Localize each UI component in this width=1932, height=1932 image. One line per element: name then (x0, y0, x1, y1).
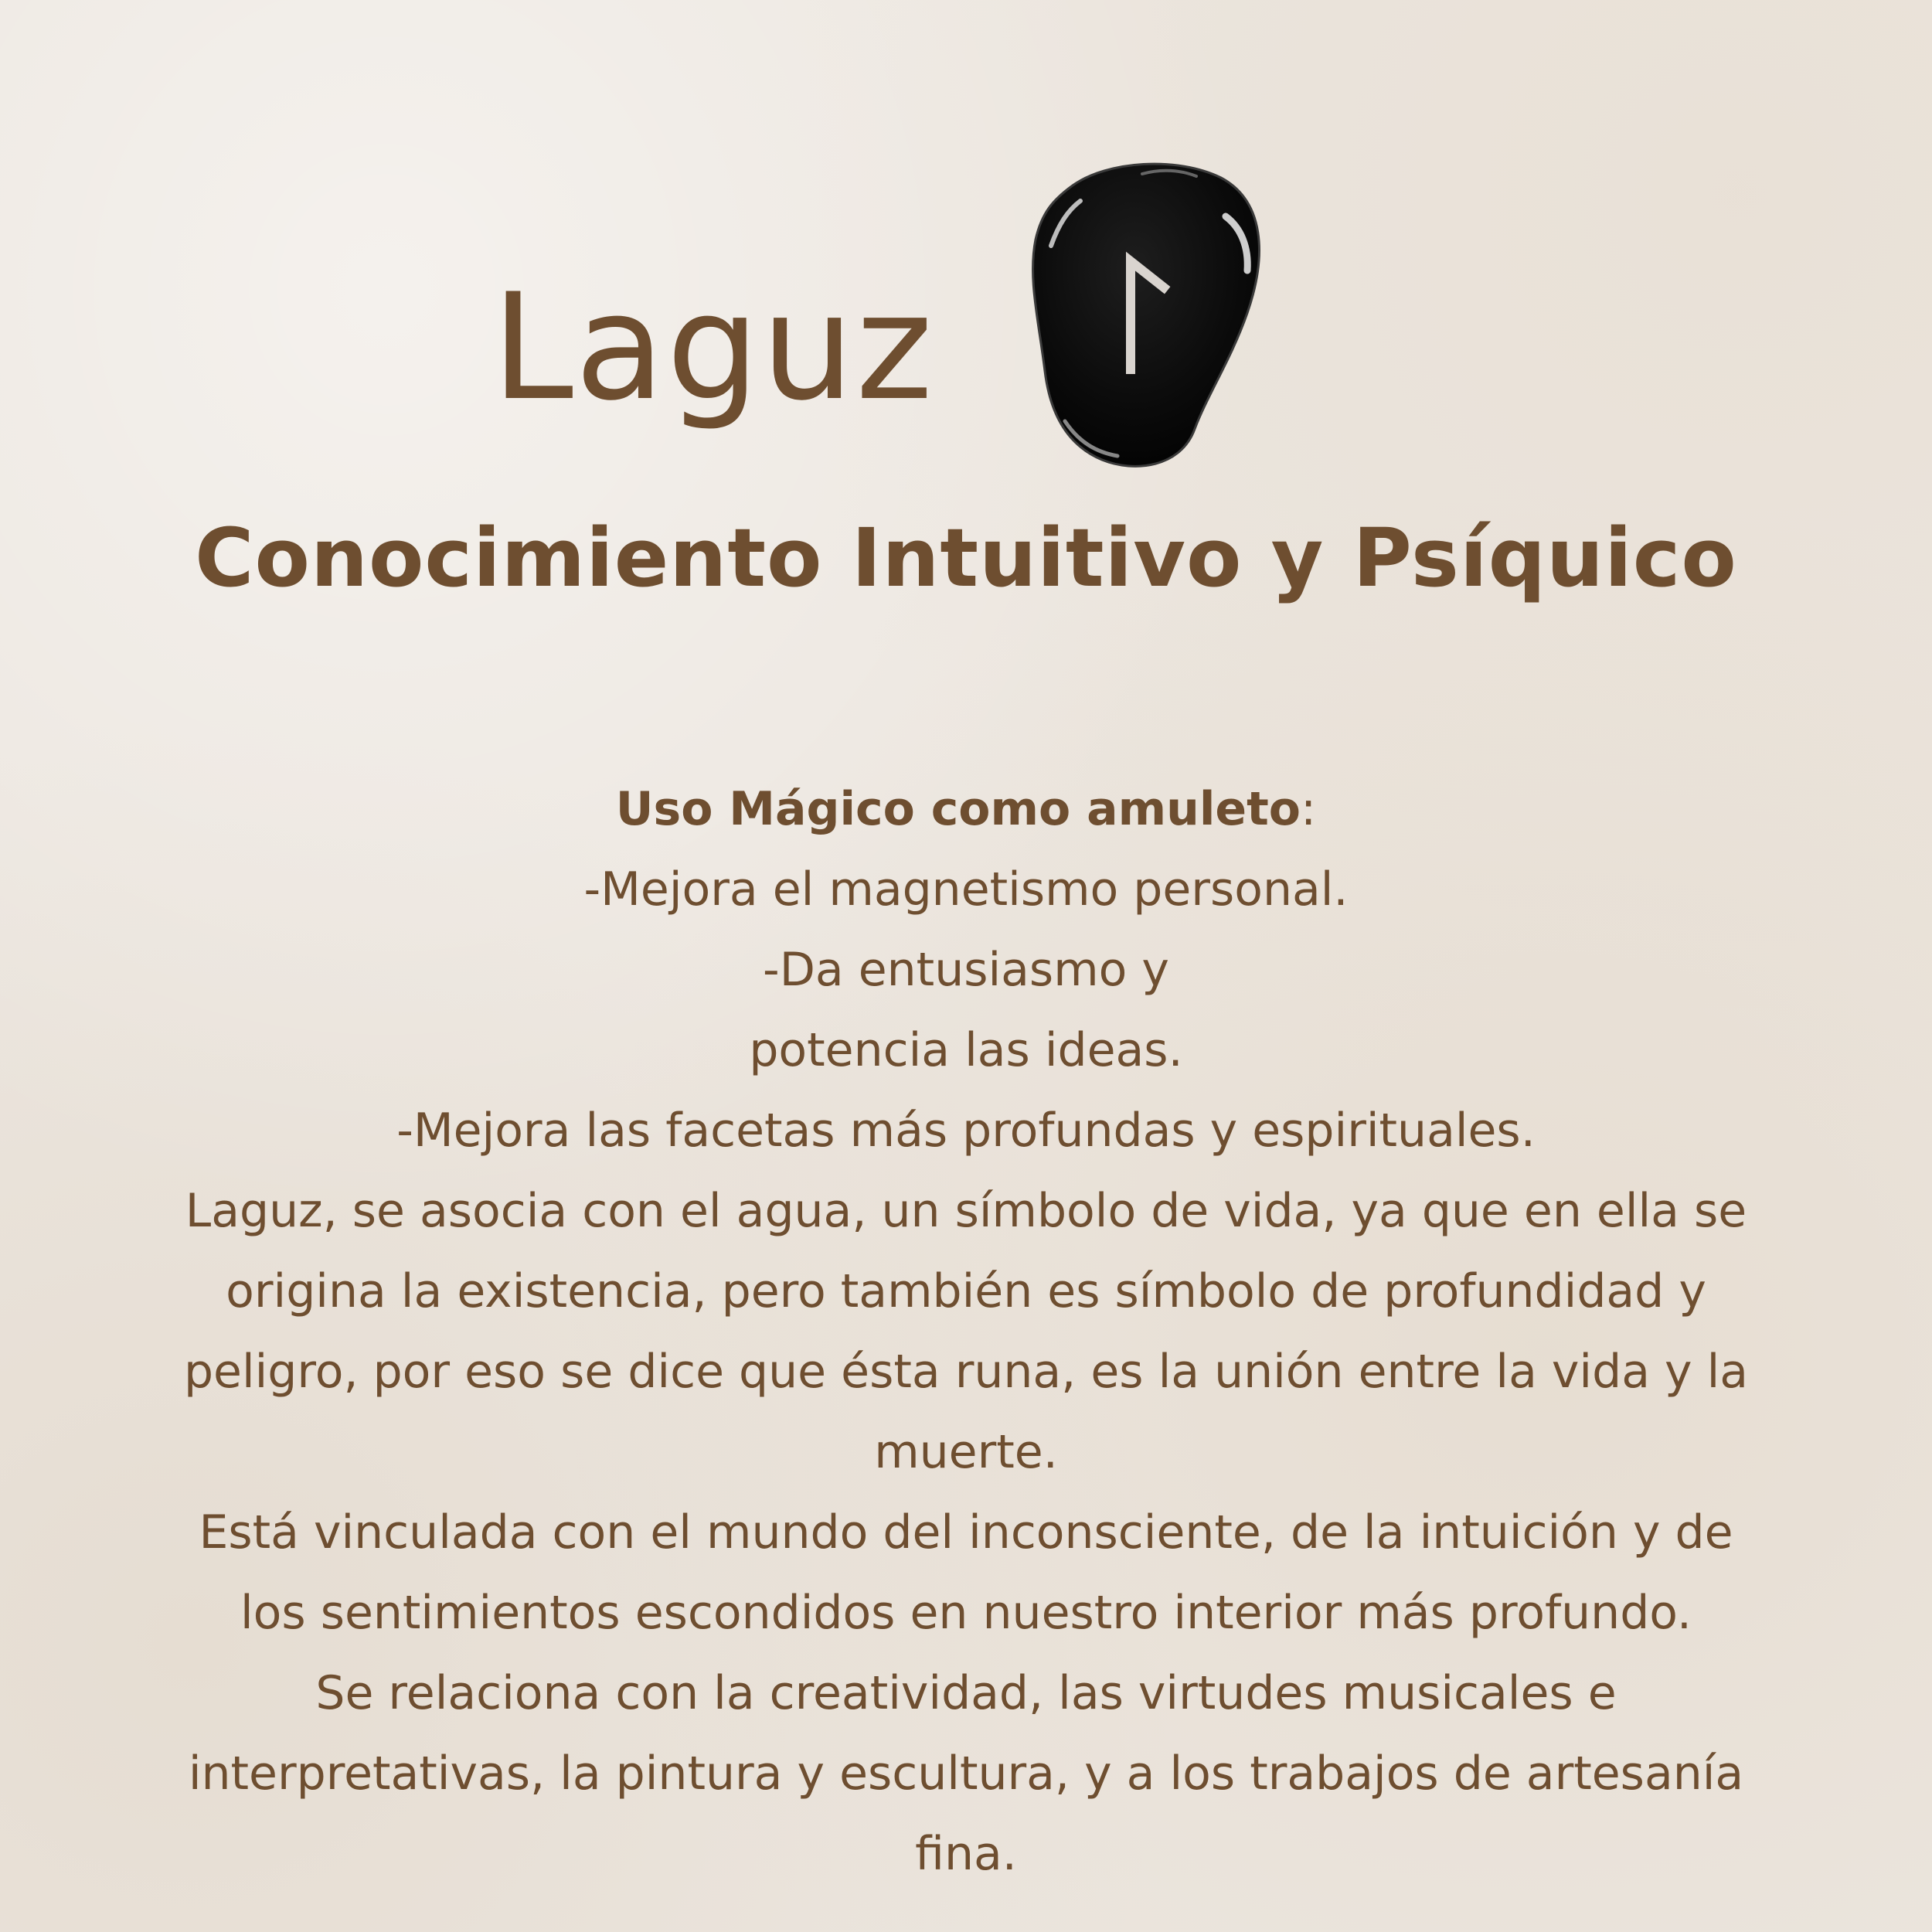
paragraph-line: muerte. (874, 1425, 1058, 1479)
page-subtitle: Conocimiento Intuitivo y Psíquico (195, 511, 1737, 605)
page-title: Laguz (492, 262, 935, 433)
paragraph-line: Se relaciona con la creatividad, las virtudes musicales e (315, 1666, 1617, 1720)
paragraph-line: interpretativas, la pintura y escultura, y a los trabajos de artesanía (188, 1747, 1744, 1801)
black-rune-stone-icon (1019, 155, 1274, 479)
paragraph-line: los sentimientos escondidos en nuestro interior más profundo. (240, 1586, 1692, 1640)
paragraph-line: Laguz, se asocia con el agua, un símbolo de vida, ya que en ella se (185, 1184, 1747, 1238)
paragraph-line: fina. (915, 1827, 1017, 1881)
paragraph-line: peligro, por eso se dice que ésta runa, es la unión entre la vida y la (183, 1345, 1749, 1399)
paragraph-line: Está vinculada con el mundo del inconsciente, de la intuición y de (199, 1505, 1733, 1560)
description-body (46, 769, 1886, 1894)
magic-use-heading: Uso Mágico como amuleto: (615, 782, 1317, 836)
list-item: -Da entusiasmo y (763, 943, 1169, 997)
paragraph-line: origina la existencia, pero también es símbolo de profundidad y (226, 1264, 1706, 1318)
list-item: -Mejora las facetas más profundas y espirituales. (396, 1104, 1536, 1158)
list-item: -Mejora el magnetismo personal. (583, 862, 1349, 917)
list-item: potencia las ideas. (749, 1023, 1183, 1077)
